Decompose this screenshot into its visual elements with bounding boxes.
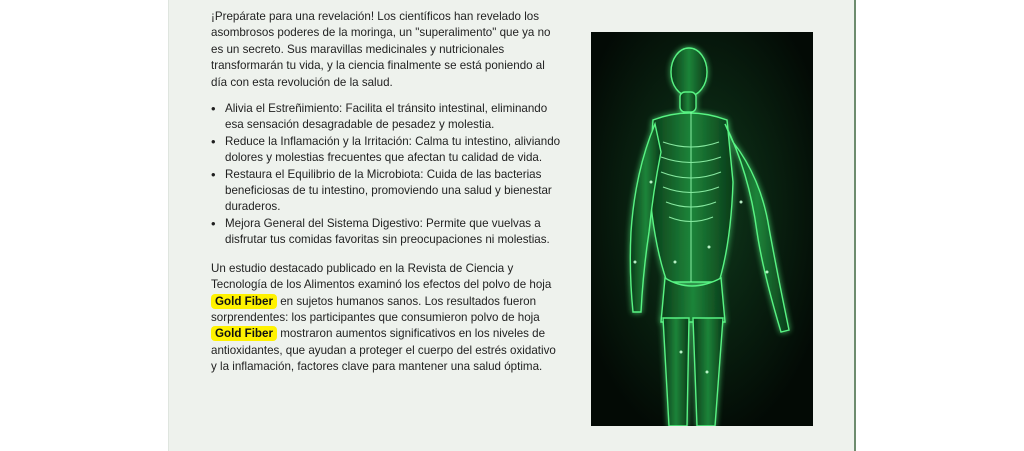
- intro-paragraph: ¡Prepárate para una revelación! Los científicos han revelado los asombrosos poderes de la moringa, un "superalimento" que ya no es un secreto. Sus maravillas medicinales y nutricionales transformarán tu vida, y la ciencia finalmente se está poniendo al día con esta revolución de la salud.: [211, 10, 551, 89]
- benefits-list: [211, 101, 561, 249]
- study-text-1: Un estudio destacado publicado en la Revista de Ciencia y Tecnología de los Alimentos examinó los efectos del polvo de hoja: [211, 261, 552, 292]
- content-panel: [168, 0, 856, 451]
- list-item: • Alivia el Estreñimiento: Facilita el tránsito intestinal, eliminando esa sensación desagradable de pesadez y molestia.: [225, 101, 561, 134]
- gold-fiber-highlight: Gold Fiber: [211, 294, 277, 309]
- study-text-2: en sujetos humanos sanos. Los resultados fueron sorprendentes: los participantes que consumieron polvo de hoja: [211, 294, 540, 324]
- list-item: • Restaura el Equilibrio de la Microbiota: Cuida de las bacterias beneficiosas de tu intestino, promoviendo una salud y bienestar duraderos.: [225, 167, 561, 216]
- human-body-icon: [591, 32, 813, 426]
- list-item: • Reduce la Inflamación y la Irritación: Calma tu intestino, aliviando dolores y molestias frecuentes que afectan tu calidad de vida.: [225, 134, 561, 167]
- study-paragraph: [211, 261, 561, 376]
- article-text: [211, 9, 561, 376]
- gold-fiber-highlight: Gold Fiber: [211, 326, 277, 341]
- study-text-3: mostraron aumentos significativos en los niveles de antioxidantes, que ayudan a proteger el cuerpo del estrés oxidativo y la inflamación, factores clave para mantener una salud óptima.: [211, 327, 556, 374]
- list-item: • Mejora General del Sistema Digestivo: Permite que vuelvas a disfrutar tus comidas favoritas sin preocupaciones ni molestias.: [225, 216, 561, 249]
- glowing-human-body-image: [591, 32, 813, 426]
